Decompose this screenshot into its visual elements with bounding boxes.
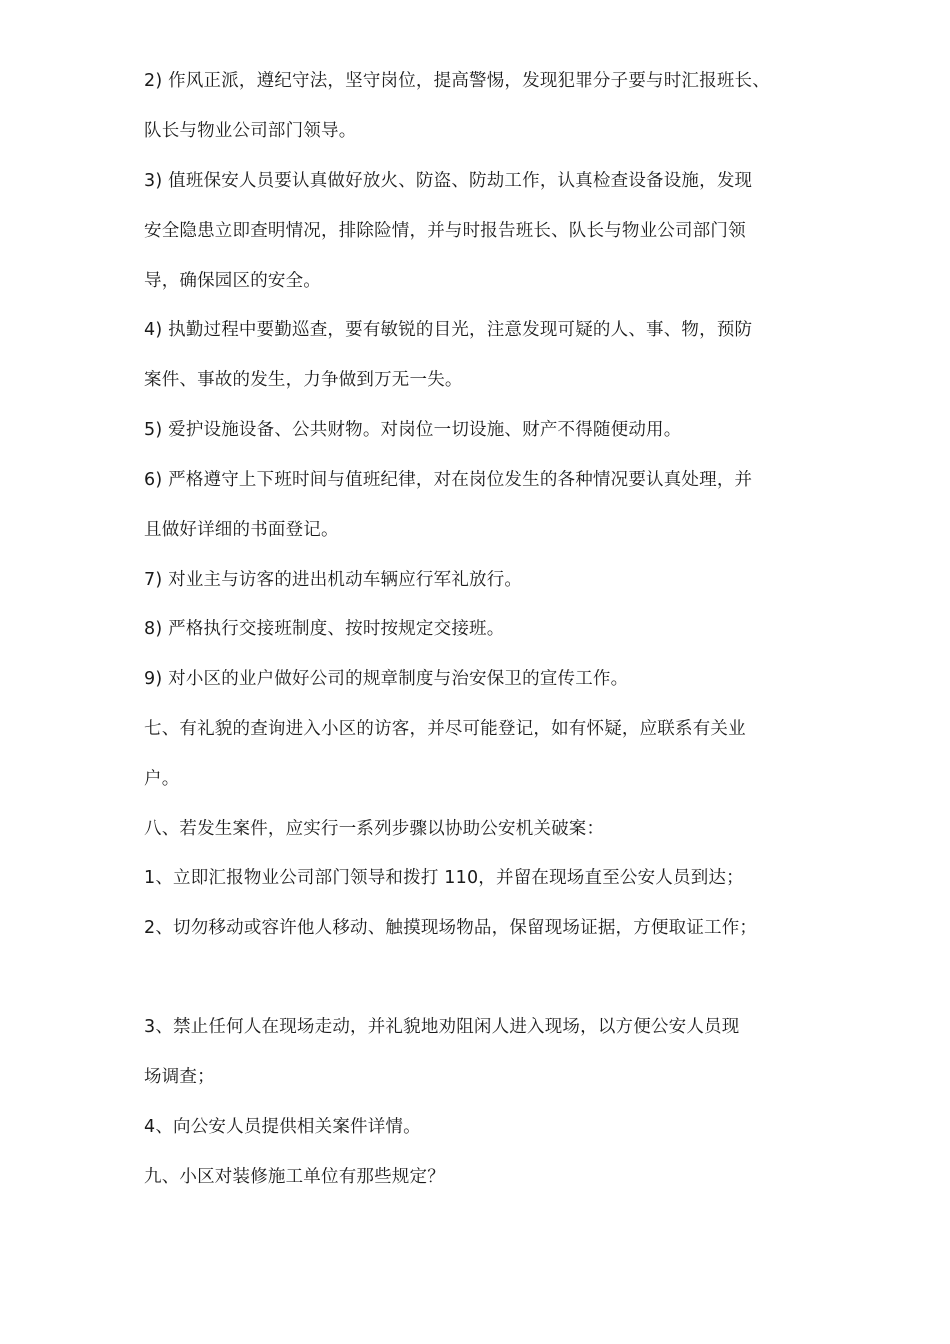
text-line: 户。 [144,769,180,789]
text-line: 9) 对小区的业户做好公司的规章制度与治安保卫的宣传工作。 [144,669,629,689]
text-line: 8) 严格执行交接班制度、按时按规定交接班。 [144,619,505,639]
text-line: 队长与物业公司部门领导。 [144,121,357,141]
text-line: 6) 严格遵守上下班时间与值班纪律，对在岗位发生的各种情况要认真处理，并 [144,470,753,490]
text-line: 九、小区对装修施工单位有那些规定？ [144,1167,445,1187]
text-line: 2) 作风正派，遵纪守法，坚守岗位，提高警惕，发现犯罪分子要与时汇报班长、 [144,71,770,91]
text-line: 且做好详细的书面登记。 [144,520,339,540]
text-line: 3) 值班保安人员要认真做好放火、防盗、防劫工作，认真检查设备设施，发现 [144,171,753,191]
text-line: 1、立即汇报物业公司部门领导和拨打 110，并留在现场直至公安人员到达； [144,868,744,888]
text-line: 2、切勿移动或容许他人移动、触摸现场物品，保留现场证据，方便取证工作； [144,918,758,938]
text-line: 4、向公安人员提供相关案件详情。 [144,1117,421,1137]
text-line: 5) 爱护设施设备、公共财物。对岗位一切设施、财产不得随便动用。 [144,420,682,440]
text-line: 导，确保园区的安全。 [144,271,321,291]
text-line: 场调查； [144,1067,215,1087]
text-line: 八、若发生案件，应实行一系列步骤以协助公安机关破案： [144,819,605,839]
text-line: 案件、事故的发生，力争做到万无一失。 [144,370,463,390]
text-line: 安全隐患立即查明情况，排除险情，并与时报告班长、队长与物业公司部门领 [144,221,746,241]
text-line: 7) 对业主与访客的进出机动车辆应行军礼放行。 [144,570,523,590]
text-line: 3、禁止任何人在现场走动，并礼貌地劝阻闲人进入现场，以方便公安人员现 [144,1017,740,1037]
text-line: 4) 执勤过程中要勤巡查，要有敏锐的目光，注意发现可疑的人、事、物，预防 [144,320,753,340]
text-line: 七、有礼貌的查询进入小区的访客，并尽可能登记，如有怀疑，应联系有关业 [144,719,746,739]
